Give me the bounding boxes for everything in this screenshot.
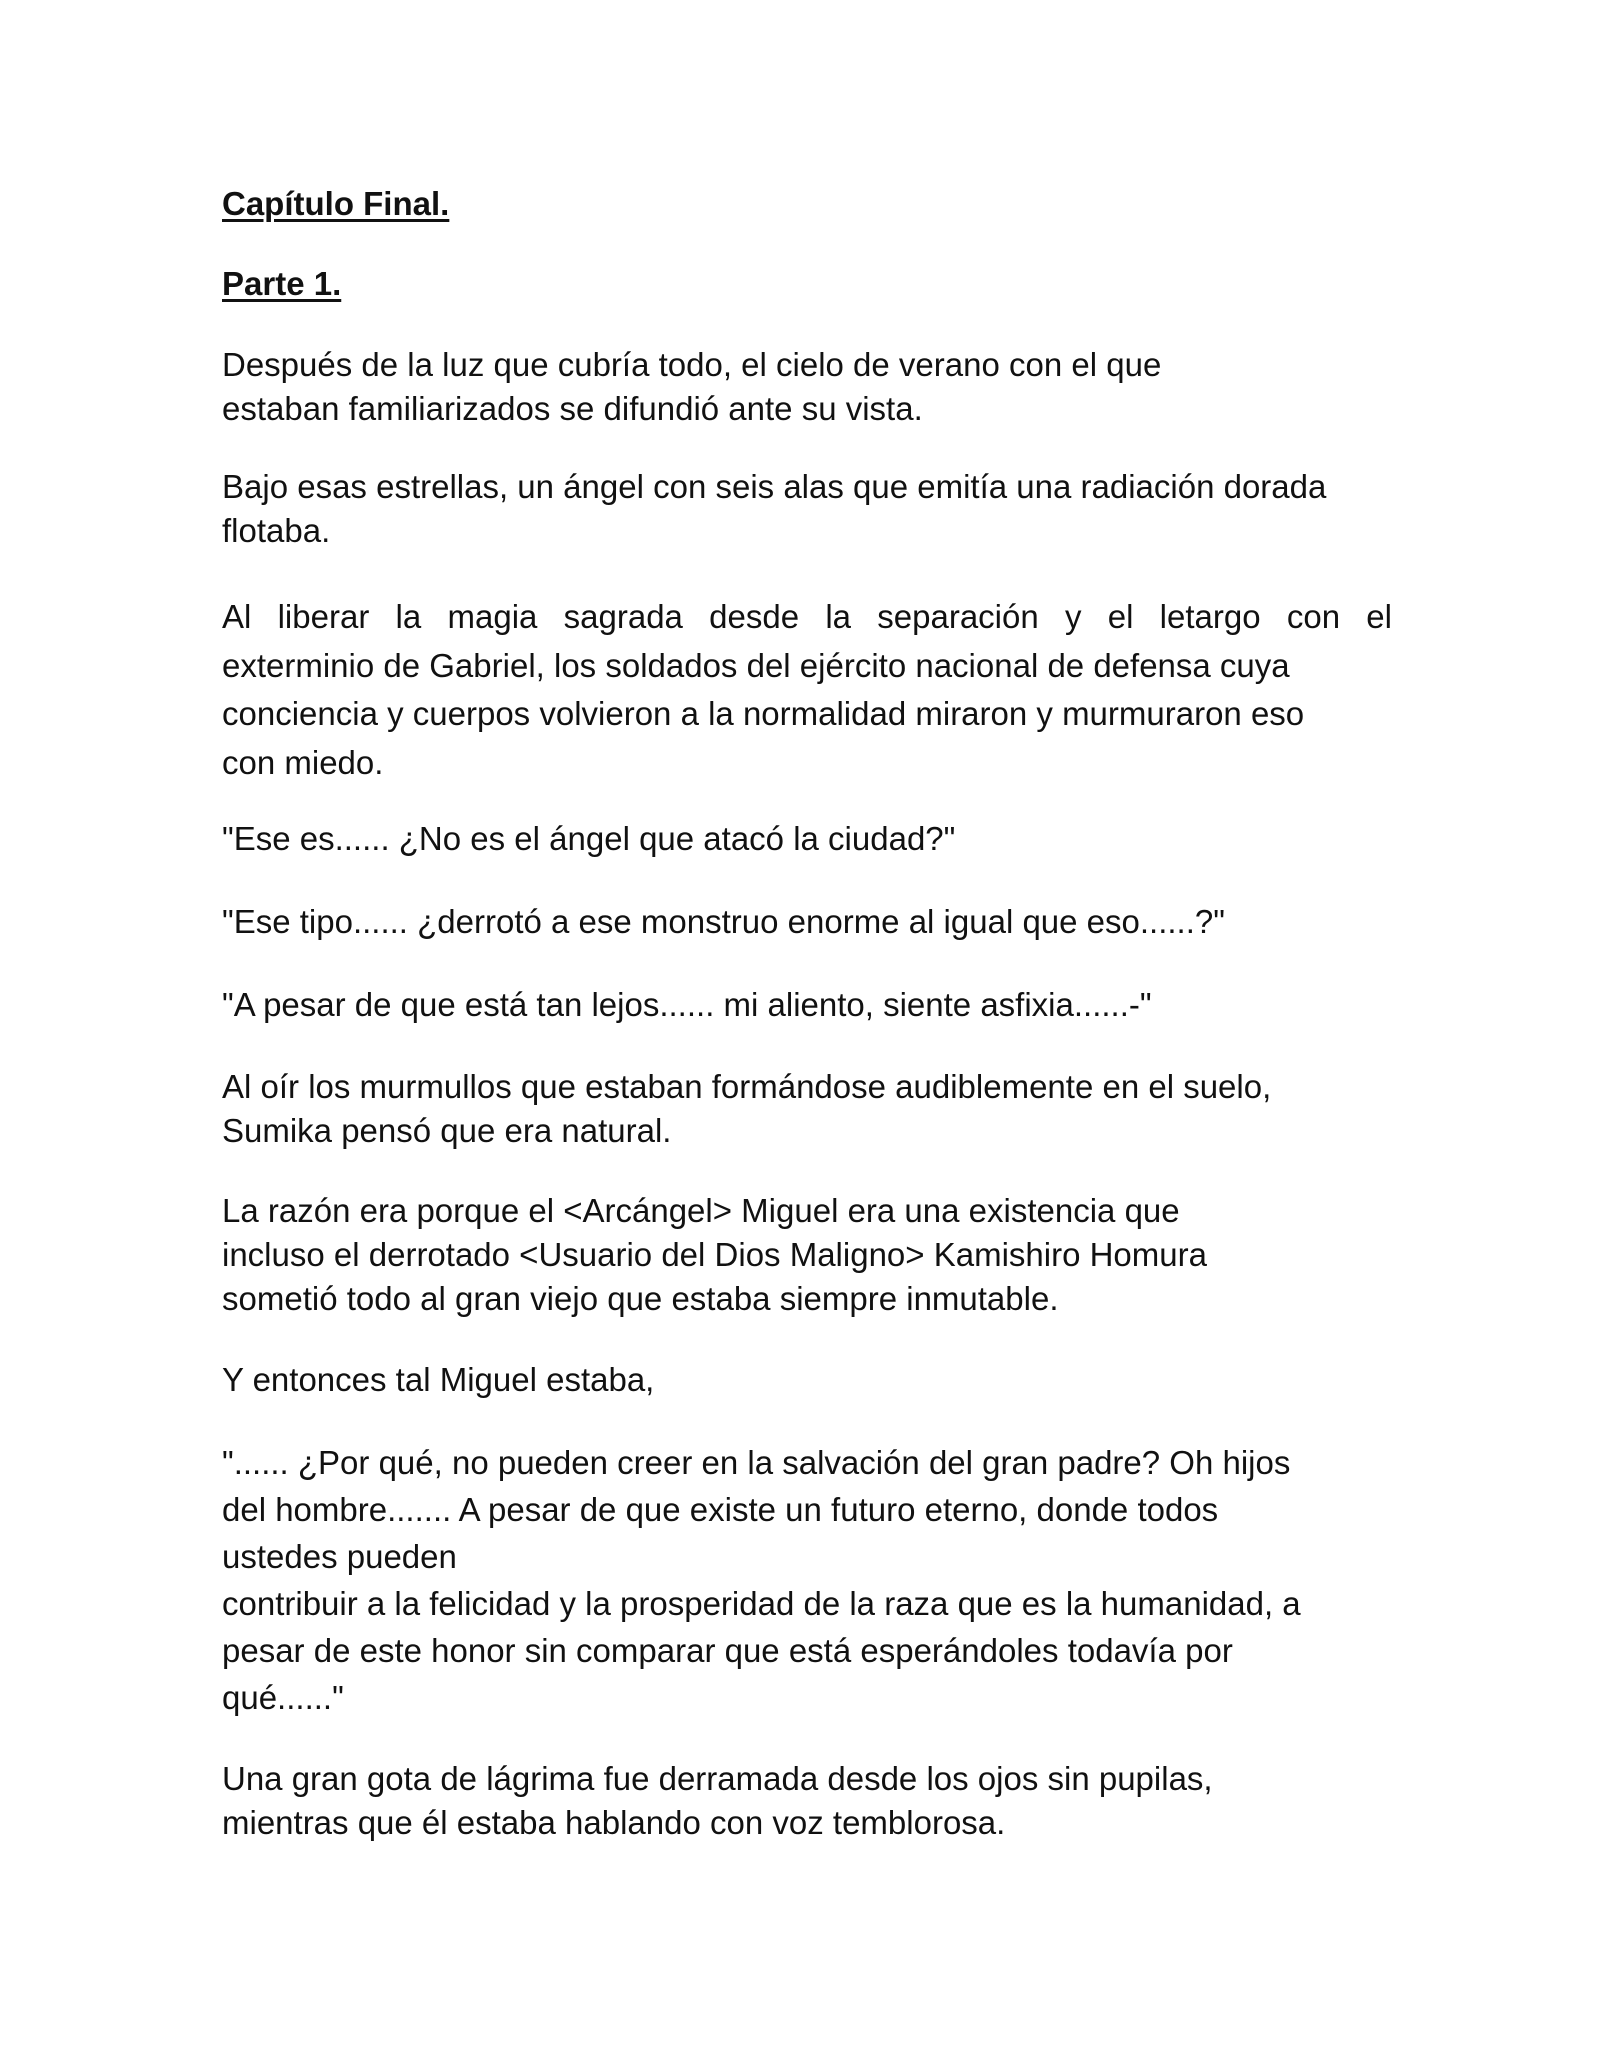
paragraph-line: Sumika pensó que era natural. (222, 1112, 672, 1149)
paragraph-line: mientras que él estaba hablando con voz temblorosa. (222, 1804, 1006, 1841)
paragraph-line: exterminio de Gabriel, los soldados del ejército nacional de defensa cuya (222, 646, 1290, 684)
paragraph-2 (222, 465, 1392, 553)
part-title: Parte 1. (222, 265, 342, 302)
paragraph-line: "Ese es...... ¿No es el ángel que atacó la ciudad?" (222, 820, 956, 857)
paragraph-line: qué......" (222, 1679, 344, 1716)
chapter-title: Capítulo Final. (222, 185, 450, 222)
paragraph-8 (222, 1189, 1392, 1321)
paragraph-7 (222, 1065, 1392, 1153)
paragraph-line: del hombre....... A pesar de que existe un futuro eterno, donde todos (222, 1491, 1219, 1528)
paragraph-line: sometió todo al gran viejo que estaba siempre inmutable. (222, 1280, 1059, 1317)
paragraph-1 (222, 343, 1392, 431)
paragraph-6 (222, 983, 1392, 1027)
paragraph-3 (222, 593, 1392, 787)
paragraph-line: Al liberar la magia sagrada desde la separación y el letargo con el (222, 598, 1392, 635)
paragraph-line: flotaba. (222, 512, 331, 549)
paragraph-line: Y entonces tal Miguel estaba, (222, 1361, 655, 1398)
paragraph-line: con miedo. (222, 743, 384, 781)
paragraph-line: conciencia y cuerpos volvieron a la normalidad miraron y murmuraron eso (222, 695, 1305, 732)
paragraph-line: estaban familiarizados se difundió ante su vista. (222, 390, 923, 427)
paragraph-line: Al oír los murmullos que estaban formándose audiblemente en el suelo, (222, 1068, 1272, 1105)
paragraph-line: Una gran gota de lágrima fue derramada desde los ojos sin pupilas, (222, 1760, 1213, 1797)
paragraph-line: ustedes pueden (222, 1538, 457, 1575)
paragraph-line: Después de la luz que cubría todo, el cielo de verano con el que (222, 346, 1162, 383)
paragraph-10 (222, 1439, 1392, 1721)
paragraph-line: "Ese tipo...... ¿derrotó a ese monstruo enorme al igual que eso......?" (222, 903, 1225, 940)
paragraph-11 (222, 1757, 1392, 1845)
paragraph-5 (222, 900, 1392, 944)
paragraph-line: Bajo esas estrellas, un ángel con seis alas que emitía una radiación dorada (222, 468, 1327, 505)
paragraph-line: "...... ¿Por qué, no pueden creer en la salvación del gran padre? Oh hijos (222, 1444, 1291, 1481)
document-page (222, 182, 1392, 1879)
paragraph-4 (222, 817, 1392, 861)
paragraph-line: La razón era porque el <Arcángel> Miguel era una existencia que (222, 1192, 1180, 1229)
paragraph-line: pesar de este honor sin comparar que está esperándoles todavía por (222, 1632, 1233, 1669)
paragraph-line: incluso el derrotado <Usuario del Dios Maligno> Kamishiro Homura (222, 1236, 1207, 1273)
paragraph-9 (222, 1358, 1392, 1402)
paragraph-line: contribuir a la felicidad y la prosperidad de la raza que es la humanidad, a (222, 1585, 1301, 1622)
paragraph-line: "A pesar de que está tan lejos...... mi aliento, siente asfixia......-" (222, 986, 1152, 1023)
